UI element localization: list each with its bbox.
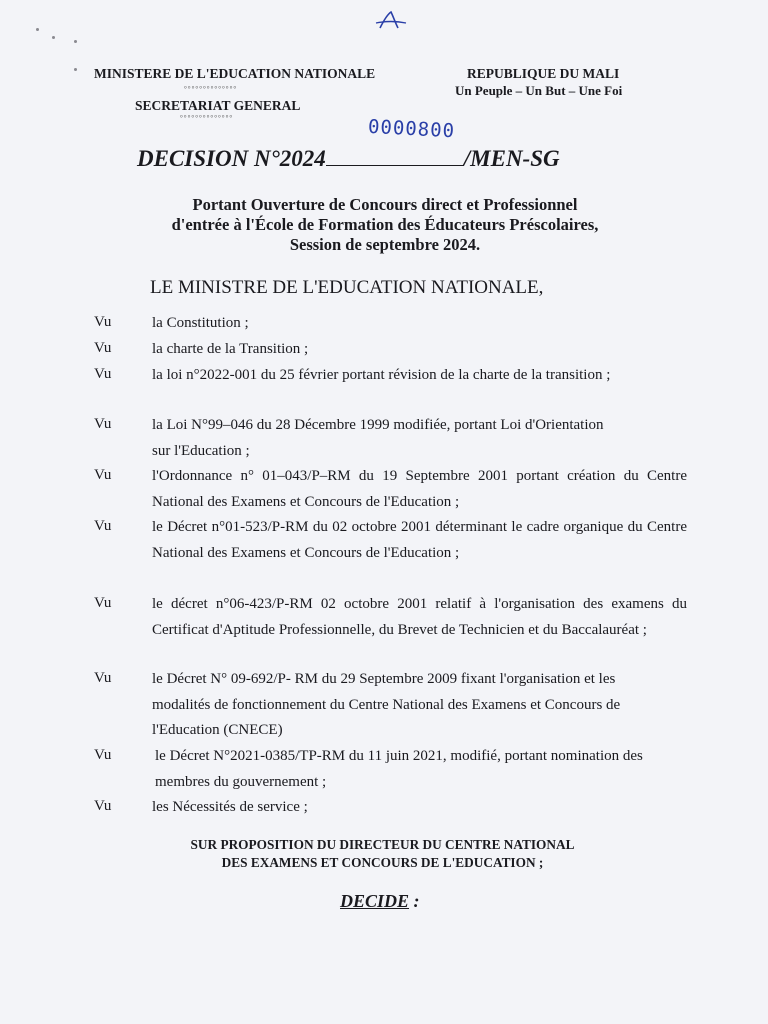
vu-item: l'Ordonnance n° 01–043/P–RM du 19 Septembre 2001 portant création du Centre National des Examens et Concours de l'Education ;	[152, 468, 687, 510]
vu-item: les Nécessités de service ;	[152, 799, 308, 815]
decision-title	[137, 146, 560, 172]
vu-label: Vu	[94, 747, 112, 763]
vu-label: Vu	[94, 467, 112, 483]
scan-speck	[74, 40, 77, 43]
vu-label: Vu	[94, 518, 112, 534]
header-dots: °°°°°°°°°°°°°°	[184, 85, 238, 93]
subject-line: d'entrée à l'École de Formation des Éducateurs Préscolaires,	[171, 215, 599, 234]
vu-label: Vu	[94, 670, 112, 686]
subject-line: Session de septembre 2024.	[289, 235, 481, 254]
vu-label: Vu	[94, 416, 112, 432]
national-motto: Un Peuple – Un But – Une Foi	[455, 83, 623, 98]
scan-speck	[36, 28, 39, 31]
vu-item: la Constitution ;	[152, 315, 249, 331]
handwritten-initial-mark	[372, 6, 412, 34]
decision-prefix: DECISION N°2024	[137, 146, 326, 171]
secretariat-name: SECRETARIAT GENERAL	[135, 98, 301, 113]
vu-item: la charte de la Transition ;	[152, 341, 309, 357]
scan-speck	[74, 68, 77, 71]
scan-speck	[52, 36, 55, 39]
vu-item: la Loi N°99–046 du 28 Décembre 1999 modifiée, portant Loi d'Orientation sur l'Education ;	[152, 417, 604, 459]
stamped-decision-number: 0000800	[367, 115, 456, 143]
decision-suffix: /MEN-SG	[463, 146, 560, 171]
proposal-statement	[100, 836, 665, 872]
vu-item: le Décret n°01-523/P-RM du 02 octobre 2001 déterminant le cadre organique du Centre National des Examens et Concours de l'Education ;	[152, 519, 687, 561]
vu-label: Vu	[94, 340, 112, 356]
decision-subject	[70, 195, 700, 255]
vu-item: le Décret N° 09-692/P- RM du 29 Septembre 2009 fixant l'organisation et les modalités de fonctionnement du Centre National des Examens et Concours de l'Education (CNECE)	[152, 671, 621, 738]
republic-name: REPUBLIQUE DU MALI	[467, 66, 620, 81]
proposal-line: SUR PROPOSITION DU DIRECTEUR DU CENTRE NATIONAL	[190, 837, 575, 852]
decide-colon: :	[409, 891, 420, 911]
vu-label: Vu	[94, 798, 112, 814]
vu-item: la loi n°2022-001 du 25 février portant révision de la charte de la transition ;	[152, 367, 611, 383]
vu-item: le décret n°06-423/P-RM 02 octobre 2001 relatif à l'organisation des examens du Certificat d'Aptitude Professionnelle, du Brevet de Technicien et du Baccalauréat ;	[152, 596, 687, 638]
proposal-line: DES EXAMENS ET CONCOURS DE L'EDUCATION ;	[221, 855, 544, 870]
decide-word: DECIDE	[340, 891, 410, 911]
vu-label: Vu	[94, 366, 112, 382]
secretariat-dots: °°°°°°°°°°°°°°	[180, 114, 234, 122]
subject-line: Portant Ouverture de Concours direct et Professionnel	[192, 195, 578, 214]
vu-item: le Décret N°2021-0385/TP-RM du 11 juin 2021, modifié, portant nomination des membres du gouvernement ;	[155, 748, 643, 790]
vu-label: Vu	[94, 314, 112, 330]
decision-number-blank	[326, 164, 464, 166]
vu-label: Vu	[94, 595, 112, 611]
ministry-name: MINISTERE DE L'EDUCATION NATIONALE	[94, 66, 376, 81]
decide-heading	[340, 891, 420, 912]
minister-heading: LE MINISTRE DE L'EDUCATION NATIONALE,	[150, 277, 544, 298]
